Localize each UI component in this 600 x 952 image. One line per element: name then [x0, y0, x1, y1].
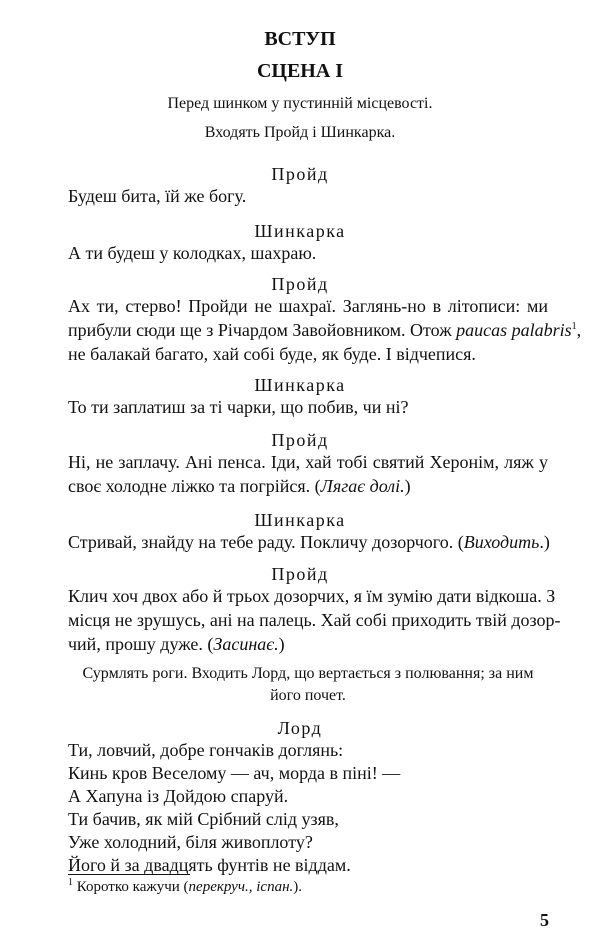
speech-line: Будеш бита, їй же богу.: [68, 186, 247, 206]
speech-line: чий, прошу дуже. (Засинає.): [68, 634, 285, 654]
scene-heading: СЦЕНА І: [256, 60, 344, 82]
speaker-name: Пройд: [271, 430, 329, 450]
stage-direction-inline: Виходить: [463, 532, 540, 552]
speech-text: прибули сюди ще з Річардом Завойовником. Отож: [68, 320, 452, 340]
speaker-name: Пройд: [271, 564, 329, 584]
speaker-name: Шинкарка: [254, 221, 346, 241]
speech-line: місця не зрушусь, ані на палець. Хай собі приходить твій дозор-: [68, 610, 561, 630]
act-heading: ВСТУП: [264, 28, 336, 50]
verse-line: Ти, ловчий, добре гончаків доглянь:: [68, 740, 344, 760]
speech-line: Ах ти, стерво! Пройди не шахраї. Заглянь-но в літописи: ми: [68, 296, 548, 316]
speech-line: Клич хоч двох або й трьох дозорчих, я їм зумію дати відкоша. З: [68, 586, 556, 606]
speaker-name: Шинкарка: [254, 375, 346, 395]
speaker-name: Пройд: [271, 274, 329, 294]
footnote-rule: [68, 874, 190, 875]
speech-line: Стривай, знайду на тебе раду. Покличу дозорчого. (Виходить.): [68, 532, 550, 552]
stage-direction: Сурмлять роги. Входить Лорд, що вертається з полювання; за ним його почет.: [82, 665, 534, 704]
speech-line: не балакай багато, хай собі буде, як буде. І відчепися.: [68, 344, 476, 364]
page-number: 5: [540, 910, 549, 930]
footnote: $^1$ Коротко кажучи (перекруч., ісnан.).: [68, 877, 303, 895]
speech-line: То ти заплатиш за ті чарки, що побив, чи ні?: [68, 397, 409, 417]
verse-line: Ти бачив, як мій Срібний слід узяв,: [68, 809, 339, 829]
footnote-mark: 1: [68, 877, 73, 888]
verse-line: Кинь кров Веселому — ач, морда в піні! —: [68, 763, 401, 783]
speech-line: А ти будеш у колодках, шахраю.: [68, 243, 317, 263]
verse-line: Його й за двадцять фунтів не віддам.: [68, 855, 351, 875]
entrance-direction: Входять Пройд і Шинкарка.: [204, 124, 396, 141]
verse-line: Уже холодний, біля живоплоту?: [68, 832, 313, 852]
speaker-name: Пройд: [271, 164, 329, 184]
latin-phrase: paucas palabris: [456, 320, 572, 340]
speech-line: своє холодне ліжко та погрійся. (Лягає долі.): [68, 476, 411, 496]
verse-line: А Хапуна із Дойдою спаруй.: [68, 786, 289, 806]
speech-line: Ні, не заплачу. Ані пенса. Іди, хай тобі святий Херонім, ляж у: [68, 452, 548, 472]
stage-direction-inline: Лягає долі.: [320, 476, 405, 496]
speaker-name: Лорд: [277, 718, 323, 738]
speaker-name: Шинкарка: [254, 510, 346, 530]
speech-line: прибули сюди ще з Річардом Завойовником. Отож paucas palabris$^1$,: [68, 320, 582, 340]
stage-direction-inline: Засинає.: [213, 634, 279, 654]
footnote-ref: 1: [571, 321, 577, 332]
setting-direction: Перед шинком у пустинній місцевості.: [167, 95, 433, 112]
